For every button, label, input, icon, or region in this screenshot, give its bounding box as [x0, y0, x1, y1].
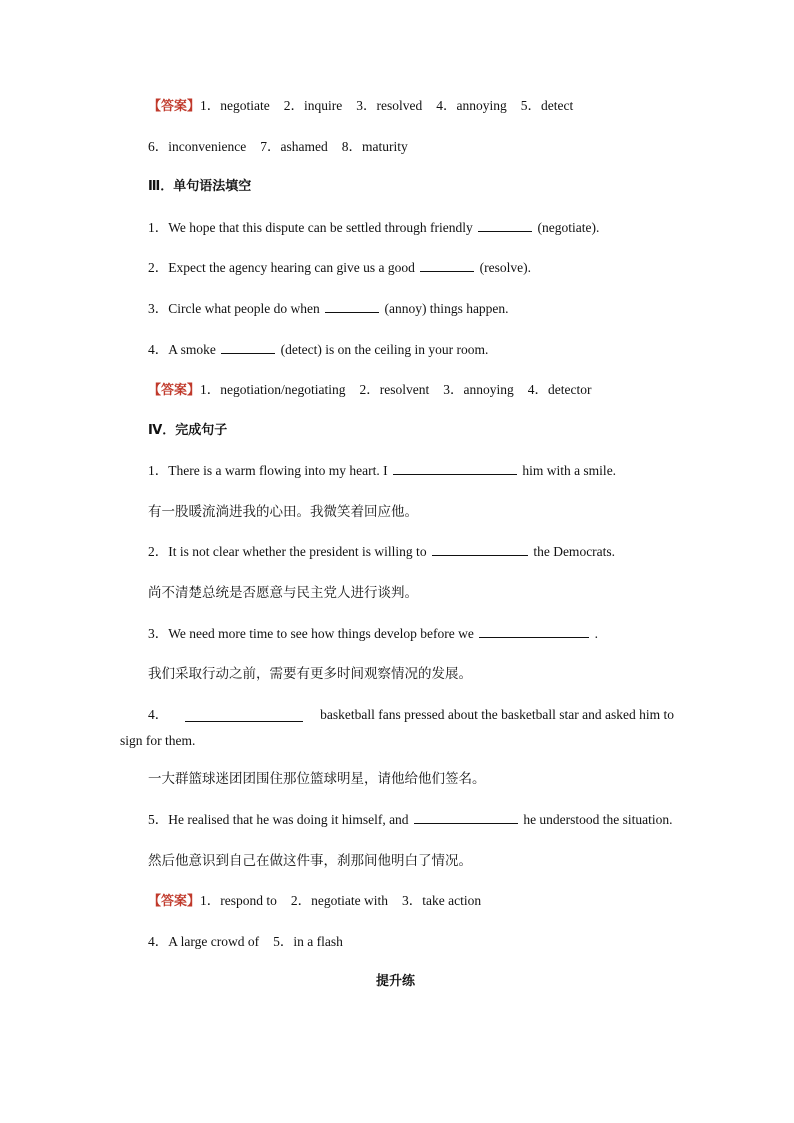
answer-line-5	[148, 932, 343, 952]
question-4-5	[148, 810, 673, 830]
question-text: 5．He realised that he was doing it himself, and	[148, 812, 409, 827]
question-4-4	[148, 705, 674, 725]
answer-blank	[478, 218, 532, 232]
translation-4-2: 尚不清楚总统是否愿意与民主党人进行谈判。	[148, 585, 418, 601]
answer-item: 4．detector	[527, 382, 592, 397]
question-4-3	[148, 624, 598, 644]
answer-blank	[479, 624, 589, 638]
answer-item: 2．resolvent	[359, 382, 430, 397]
answer-item: 3．resolved	[356, 98, 423, 113]
question-text: .	[594, 626, 598, 641]
question-4-1	[148, 461, 616, 481]
answer-blank	[325, 299, 379, 313]
question-text: 3．Circle what people do when	[148, 301, 320, 316]
answer-blank	[221, 340, 275, 354]
question-text: (resolve).	[479, 260, 532, 275]
answer-tag: 【答案】	[148, 894, 201, 909]
answer-blank	[185, 708, 303, 722]
question-3-2	[148, 258, 531, 278]
question-text: him with a smile.	[522, 463, 617, 478]
answer-item: 4．A large crowd of	[148, 934, 260, 949]
question-text: (negotiate).	[537, 220, 600, 235]
answer-blank	[420, 258, 474, 272]
answer-blank	[393, 461, 517, 475]
question-text: (annoy) things happen.	[384, 301, 509, 316]
question-text: 1．There is a warm flowing into my heart. I	[148, 463, 388, 478]
question-text: 3．We need more time to see how things develop before we	[148, 626, 474, 641]
answer-line-4	[148, 891, 481, 912]
question-text: basketball fans pressed about the basketball star and asked him to	[320, 707, 674, 722]
section-title-sentences: Ⅳ．完成句子	[148, 423, 228, 438]
answer-line-3	[148, 380, 591, 401]
question-3-1	[148, 218, 599, 238]
question-text: 4．A smoke	[148, 342, 216, 357]
answer-tag: 【答案】	[148, 99, 201, 114]
question-text: 4．	[148, 707, 169, 722]
question-3-4	[148, 340, 488, 360]
answer-item: 7．ashamed	[260, 139, 328, 154]
footer-heading: 提升练	[376, 974, 416, 989]
question-3-3	[148, 299, 509, 319]
answer-item: 2．inquire	[283, 98, 343, 113]
question-text: the Democrats.	[533, 544, 616, 559]
answer-item: 6．inconvenience	[148, 139, 247, 154]
answer-item: 1．negotiate	[200, 98, 270, 113]
answer-item: 5．detect	[520, 98, 574, 113]
question-text: 2．Expect the agency hearing can give us a good	[148, 260, 415, 275]
answer-item: 3．annoying	[443, 382, 514, 397]
answer-item: 3．take action	[402, 893, 482, 908]
answer-item: 8．maturity	[341, 139, 408, 154]
answer-line-2	[148, 137, 408, 157]
question-text: (detect) is on the ceiling in your room.	[280, 342, 489, 357]
answer-line-1	[148, 96, 573, 117]
answer-blank	[414, 810, 518, 824]
translation-4-5: 然后他意识到自己在做这件事，刹那间他明白了情况。	[148, 853, 472, 869]
translation-4-3: 我们采取行动之前，需要有更多时间观察情况的发展。	[148, 666, 472, 682]
answer-item: 1．respond to	[200, 893, 277, 908]
translation-4-4: 一大群篮球迷团团围住那位篮球明星，请他给他们签名。	[148, 771, 486, 787]
answer-item: 2．negotiate with	[290, 893, 388, 908]
question-4-2	[148, 542, 615, 562]
section-title-grammar: Ⅲ．单句语法填空	[148, 179, 252, 194]
answer-item: 5．in a flash	[273, 934, 343, 949]
answer-item: 4．annoying	[436, 98, 507, 113]
question-4-4-continued: sign for them.	[120, 733, 196, 748]
question-text: 1．We hope that this dispute can be settled through friendly	[148, 220, 473, 235]
question-text: 2．It is not clear whether the president is willing to	[148, 544, 427, 559]
answer-item: 1．negotiation/negotiating	[200, 382, 346, 397]
answer-blank	[432, 542, 528, 556]
question-text: he understood the situation.	[523, 812, 673, 827]
answer-tag: 【答案】	[148, 383, 201, 398]
translation-4-1: 有一股暖流淌进我的心田。我微笑着回应他。	[148, 504, 418, 520]
